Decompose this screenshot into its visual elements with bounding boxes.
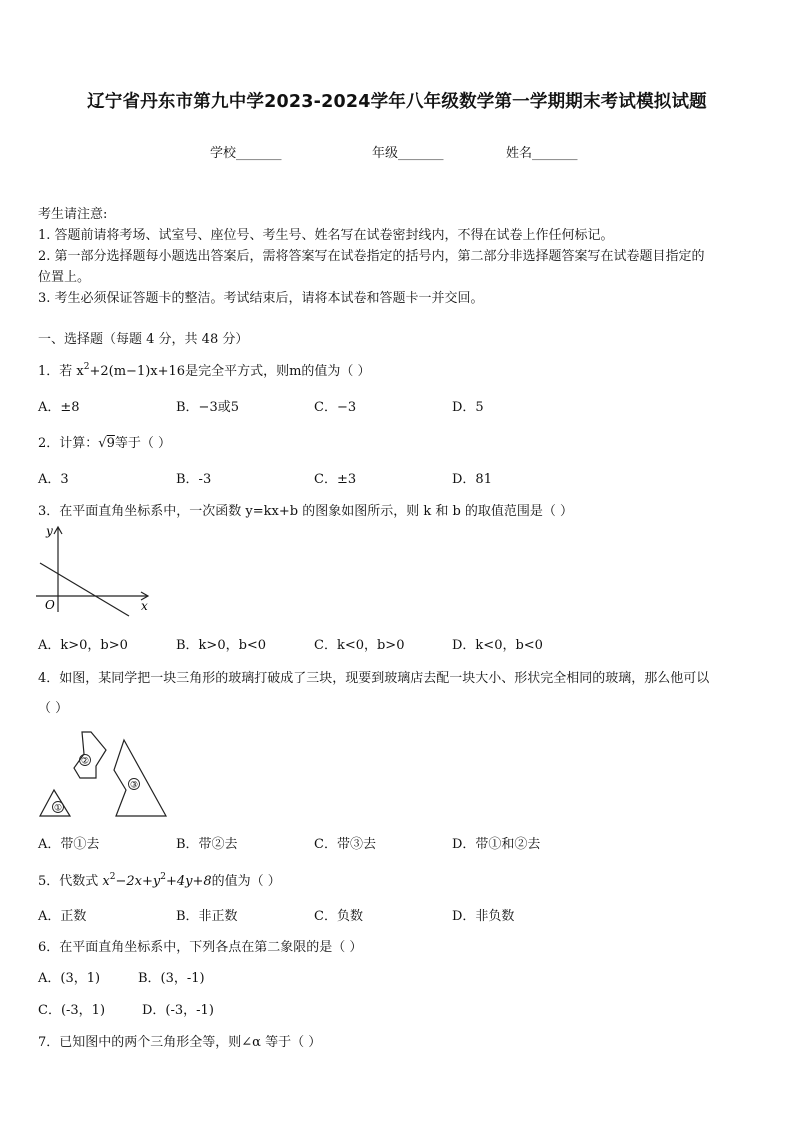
notice-item: 3. 考生必须保证答题卡的整洁。考试结束后，请将本试卷和答题卡一并交回。 [38, 291, 484, 306]
name-field: 姓名_______ [506, 146, 578, 161]
question-7: 7．已知图中的两个三角形全等，则∠α 等于（ ） [38, 1035, 322, 1050]
piece-3-label: ③ [129, 780, 139, 791]
question-5: 5．代数式 $x^2-2x+y^2+4y+8$的值为（ ） [38, 872, 281, 889]
question-1: 1．若 $x^2+2(m-1)x+16$是完全平方式，则m的值为（ ） [38, 362, 371, 379]
glass-piece-3 [114, 740, 166, 816]
x-label: x [141, 599, 148, 613]
option-c: C．k<0，b>0 [314, 638, 405, 653]
option-d: D．(-3，-1) [142, 1003, 214, 1018]
notice-item: 位置上。 [38, 270, 91, 285]
option-c: C．−3 [314, 400, 357, 415]
notice-item: 2. 第一部分选择题每小题选出答案后，需将答案写在试卷指定的括号内，第二部分非选择题答案写在试卷题目指定的 [38, 249, 705, 264]
option-a: A．(3，1) [38, 971, 101, 986]
option-a: A．±8 [38, 400, 80, 415]
option-a: A．正数 [38, 909, 87, 924]
option-a: A．带①去 [38, 837, 100, 852]
option-d: D．非负数 [452, 909, 515, 924]
piece-2-label: ② [80, 756, 90, 767]
piece-1-label: ① [53, 803, 63, 814]
y-label: y [46, 524, 53, 538]
question-4: 4．如图，某同学把一块三角形的玻璃打破成了三块，现要到玻璃店去配一块大小、形状完全相同的玻璃，那么他可以 [38, 671, 710, 686]
option-a: A．k>0，b>0 [38, 638, 128, 653]
question-4-paren: （ ） [38, 701, 69, 716]
notice-heading: 考生请注意: [38, 207, 108, 222]
option-b: B．(3，-1) [138, 971, 205, 986]
option-d: D．带①和②去 [452, 837, 541, 852]
option-c: C．(-3，1) [38, 1003, 106, 1018]
option-c: C．负数 [314, 909, 363, 924]
option-c: C．±3 [314, 472, 357, 487]
option-b: B．带②去 [176, 837, 238, 852]
glass-piece-2 [74, 732, 106, 778]
section-heading: 一、选择题（每题 4 分，共 48 分） [38, 332, 249, 347]
option-d: D．5 [452, 400, 484, 415]
question-3: 3．在平面直角坐标系中，一次函数 y=kx+b 的图象如图所示，则 k 和 b 的取值范围是（ ） [38, 504, 574, 519]
option-b: B．非正数 [176, 909, 238, 924]
option-a: A．3 [38, 472, 69, 487]
option-c: C．带③去 [314, 837, 376, 852]
option-b: B．−3或5 [176, 400, 239, 415]
option-b: B．k>0，b<0 [176, 638, 267, 653]
notice-item: 1. 答题前请将考场、试室号、座位号、考生号、姓名写在试卷密封线内，不得在试卷上作任何标记。 [38, 228, 614, 243]
grade-field: 年级_______ [372, 146, 444, 161]
origin-label: O [45, 598, 55, 612]
page-title: 辽宁省丹东市第九中学2023-2024学年八年级数学第一学期期末考试模拟试题 [87, 92, 707, 112]
school-field: 学校_______ [210, 146, 282, 161]
sqrt-icon: √ [98, 436, 107, 451]
linear-function-graph [36, 522, 156, 614]
option-b: B．-3 [176, 472, 212, 487]
question-6: 6．在平面直角坐标系中，下列各点在第二象限的是（ ） [38, 940, 363, 955]
option-d: D．k<0，b<0 [452, 638, 543, 653]
question-2: 2．计算：√9等于（ ） [38, 436, 171, 451]
broken-glass-figure [36, 728, 171, 820]
option-d: D．81 [452, 472, 492, 487]
